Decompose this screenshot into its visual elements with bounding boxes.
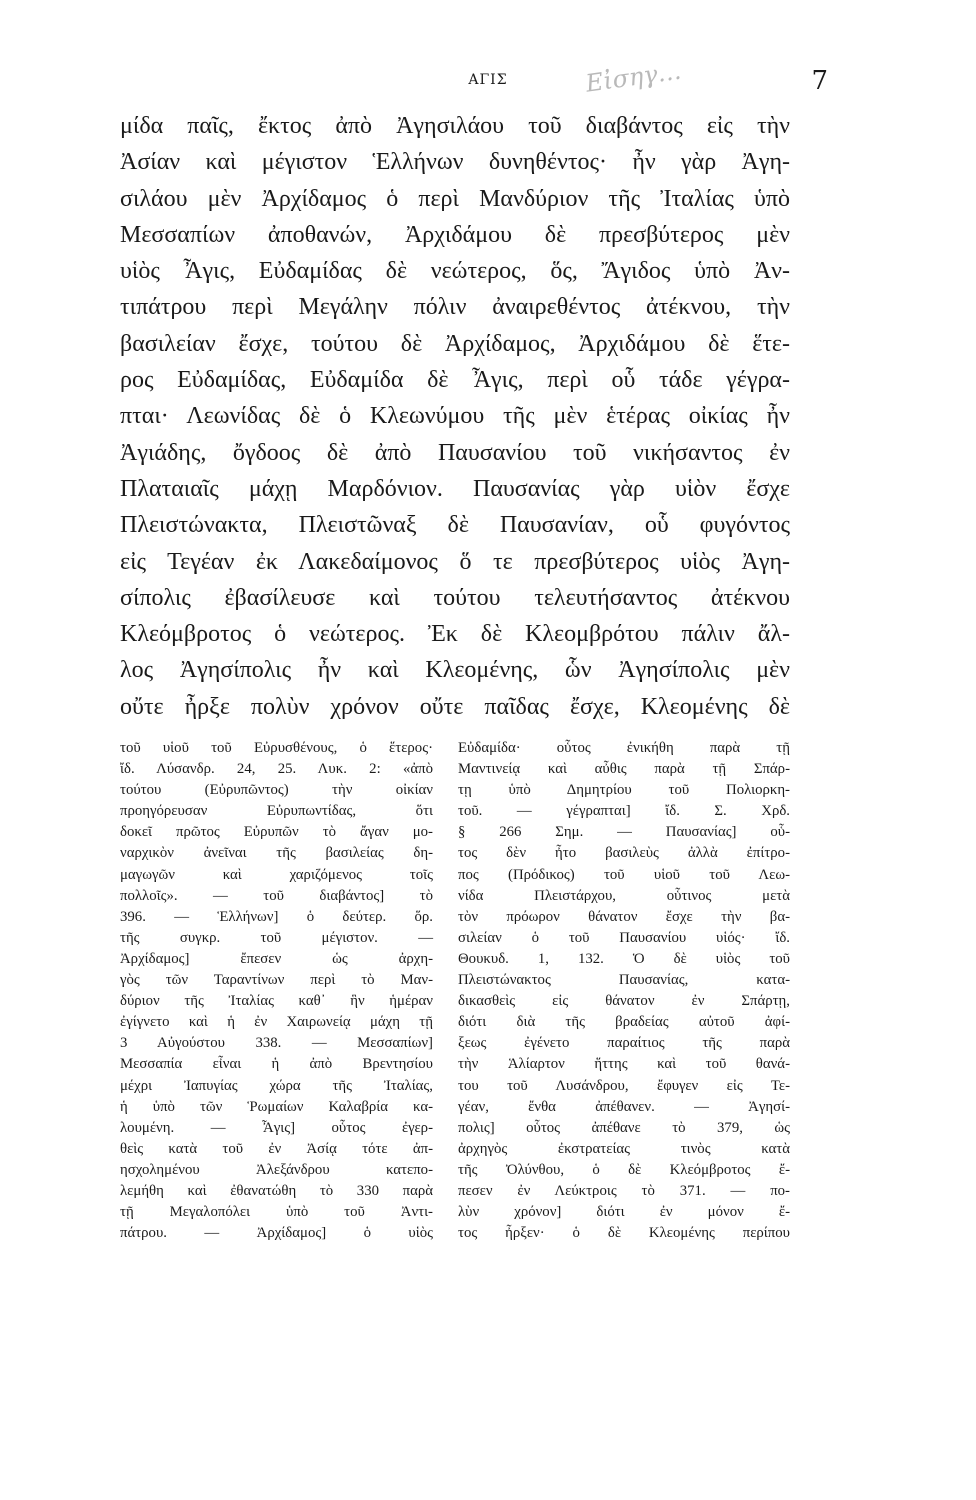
footnote-line: Μεσσαπία εἶναι ἡ ἀπὸ Βρεντησίου <box>120 1056 433 1073</box>
footnote-line: προηγόρευσαν Εὐρυπωντίδας, ὅτι <box>120 803 433 820</box>
footnote-line: ναρχικὸν ἀνεῖναι τῆς βασιλείας δη- <box>120 845 433 862</box>
footnote-line: διότι διὰ τῆς βραδείας αὐτοῦ ἀφί- <box>458 1014 790 1031</box>
footnote-line: ησχολημένου Ἀλεξάνδρου κατεπο- <box>120 1161 433 1178</box>
main-text <box>120 108 790 725</box>
footnote-line: ξεως ἐγένετο παραίτιος τῆς παρὰ <box>458 1035 790 1052</box>
footnote-line: θεὶς κατὰ τοῦ ἐν Ἀσίᾳ τότε ἀπ- <box>120 1140 433 1157</box>
footnote-line: δικασθεὶς εἰς θάνατον ἐν Σπάρτῃ, <box>458 993 790 1010</box>
running-head <box>0 66 976 96</box>
main-text-line: σίπολις ἐβασίλευσε καὶ τούτου τελευτήσαντος ἀτέκνου <box>120 584 790 611</box>
footnote-line: ἴδ. Λύσανδρ. 24, 25. Λυκ. 2: «ἀπὸ <box>120 761 433 778</box>
footnote-line: Πλειστώνακτος Παυσανίας, κατα- <box>458 972 790 989</box>
footnote-line: 396. — Ἑλλήνων] ὁ δεύτερ. ὅρ. <box>120 908 433 925</box>
footnotes-left-column <box>120 738 433 1244</box>
footnote-line: λεμήθη καὶ ἐθανατώθη τὸ 330 παρὰ <box>120 1182 433 1199</box>
handwritten-margin-note: Εἰσηγ… <box>584 56 684 98</box>
footnote-line: τούτου (Εὐρυπῶντος) τὴν οἰκίαν <box>120 782 433 799</box>
footnote-line: τῃ ὑπὸ Δημητρίου τοῦ Πολιορκη- <box>458 782 790 799</box>
main-text-line: Ἀγιάδης, ὄγδοος δὲ ἀπὸ Παυσανίου τοῦ νικήσαντος ἐν <box>120 439 790 466</box>
main-text-line: ρος Εὐδαμίδας, Εὐδαμίδα δὲ Ἆγις, περὶ οὗ τάδε γέγρα- <box>120 367 790 394</box>
footnote-line: λὺν χρόνον] διότι ἐν μόνον ἔ- <box>458 1204 790 1221</box>
footnote-line: σιλείαν ὁ τοῦ Παυσανίου υἱός· ἴδ. <box>458 929 790 946</box>
footnote-line: τος δὲν ἦτο βασιλεὺς ἀλλὰ ἐπίτρο- <box>458 845 790 862</box>
footnote-line: § 266 Σημ. — Παυσανίας] οὗ- <box>458 824 790 841</box>
footnote-line: Εὐδαμίδα· οὗτος ἐνικήθη παρὰ τῇ <box>458 740 790 756</box>
footnote-line: μαγωγῶν καὶ χαριζόμενος τοῖς <box>120 866 433 883</box>
footnote-line: λουμένη. — Ἆγις] οὗτος ἐγερ- <box>120 1119 433 1136</box>
main-text-line: μίδα παῖς, ἔκτος ἀπὸ Ἀγησιλάου τοῦ διαβάντος εἰς τὴν <box>120 113 790 139</box>
footnote-line: τὸν πρόωρον θάνατον ἔσχε τὴν βα- <box>458 908 790 925</box>
main-text-line: Πλαταιαῖς μάχῃ Μαρδόνιον. Παυσανίας γὰρ υἱὸν ἔσχε <box>120 475 790 502</box>
footnote-line: νίδα Πλειστάρχου, οὗτινος μετὰ <box>458 887 790 904</box>
main-text-line: εἰς Τεγέαν ἐκ Λακεδαίμονος ὅ τε πρεσβύτερος υἱὸς Ἀγη- <box>120 548 790 575</box>
footnote-line: πος (Πρόδικος) τοῦ υἱοῦ τοῦ Λεω- <box>458 866 790 883</box>
footnotes-right-column <box>458 738 790 1244</box>
footnote-line: 3 Αὐγούστου 338. — Μεσσαπίων] <box>120 1035 433 1052</box>
footnote-line: δύριον τῆς Ἰταλίας καθ᾽ ἣν ἡμέραν <box>120 993 433 1010</box>
running-title: ΑΓΙΣ <box>468 72 508 88</box>
main-text-line: βασιλείαν ἔσχε, τούτου δὲ Ἀρχίδαμος, Ἀρχιδάμου δὲ ἕτε- <box>120 330 790 357</box>
footnote-line: πεσεν ἐν Λεύκτροις τὸ 371. — πο- <box>458 1182 790 1199</box>
footnote-line: τῆς Ὀλύνθου, ὁ δὲ Κλεόμβροτος ἔ- <box>458 1161 790 1178</box>
footnote-line: Θουκυδ. 1, 132. Ὁ δὲ υἱὸς τοῦ <box>458 950 790 967</box>
main-text-line: υἱὸς Ἆγις, Εὐδαμίδας δὲ νεώτερος, ὅς, Ἄγιδος ὑπὸ Ἀν- <box>120 258 790 285</box>
footnote-line: πολις] οὗτος ἀπέθανε τὸ 379, ὡς <box>458 1119 790 1136</box>
main-text-line: Ἀσίαν καὶ μέγιστον Ἑλλήνων δυνηθέντος· ἦν γὰρ Ἀγη- <box>120 149 790 176</box>
footnote-line: ἐγίγνετο καὶ ἡ ἐν Χαιρωνείᾳ μάχη τῇ <box>120 1014 433 1031</box>
footnote-line: ἀρχηγὸς ἐκστρατείας τινὸς κατὰ <box>458 1140 790 1157</box>
footnote-line: πολλοῖς». — τοῦ διαβάντος] τὸ <box>120 887 433 904</box>
main-text-line: λος Ἀγησίπολις ἦν καὶ Κλεομένης, ὧν Ἀγησίπολις μὲν <box>120 657 790 684</box>
footnote-line: τῆς συγκρ. τοῦ μέγιστον. — <box>120 929 433 946</box>
footnote-line: τὴν Ἁλίαρτον ἥττης καὶ τοῦ θανά- <box>458 1056 790 1073</box>
footnote-line: τοῦ. — γέγραπται] ἴδ. Σ. Χρδ. <box>458 803 790 820</box>
footnote-line: δοκεῖ πρῶτος Εὐρυπῶν τὸ ἄγαν μο- <box>120 824 433 841</box>
main-text-line: Πλειστώνακτα, Πλειστῶναξ δὲ Παυσανίαν, οὗ φυγόντος <box>120 512 790 539</box>
footnote-line: του τοῦ Λυσάνδρου, ἔφυγεν εἰς Τε- <box>458 1077 790 1094</box>
main-text-line: Μεσσαπίων ἀποθανών, Ἀρχιδάμου δὲ πρεσβύτερος μὲν <box>120 221 790 248</box>
main-text-line: οὔτε ἦρξε πολὺν χρόνον οὔτε παῖδας ἔσχε, Κλεομένης δὲ <box>120 693 790 720</box>
main-text-line: Κλεόμβροτος ὁ νεώτερος. Ἐκ δὲ Κλεομβρότου πάλιν ἄλ- <box>120 621 790 648</box>
footnote-line: Ἀρχίδαμος] ἔπεσεν ὡς ἀρχη- <box>120 950 433 967</box>
footnote-line: Μαντινείᾳ καὶ αὖθις παρὰ τῇ Σπάρ- <box>458 761 790 778</box>
footnote-line: μέχρι Ἰαπυγίας χώρα τῆς Ἰταλίας, <box>120 1077 433 1094</box>
footnote-line: ἡ ὑπὸ τῶν Ῥωμαίων Καλαβρία κα- <box>120 1098 433 1115</box>
footnote-line: πάτρου. — Ἀρχίδαμος] ὁ υἱὸς <box>120 1225 433 1242</box>
page-number: 7 <box>811 66 828 96</box>
footnote-line: τοῦ υἱοῦ τοῦ Εὐρυσθένους, ὁ ἕτερος· <box>120 740 433 756</box>
footnote-line: γέαν, ἔνθα ἀπέθανεν. — Ἀγησί- <box>458 1098 790 1115</box>
footnote-line: γὸς τῶν Ταραντίνων περὶ τὸ Μαν- <box>120 972 433 989</box>
footnote-line: τῇ Μεγαλοπόλει ὑπὸ τοῦ Ἀντι- <box>120 1204 433 1221</box>
main-text-line: σιλάου μὲν Ἀρχίδαμος ὁ περὶ Μανδύριον τῆς Ἰταλίας ὑπὸ <box>120 185 790 212</box>
main-text-line: πται· Λεωνίδας δὲ ὁ Κλεωνύμου τῆς μὲν ἑτέρας οἰκίας ἦν <box>120 403 790 430</box>
footnote-line: τος ἦρξεν· ὁ δὲ Κλεομένης περίπου <box>458 1225 790 1242</box>
main-text-line: τιπάτρου περὶ Μεγάλην πόλιν ἀναιρεθέντος ἀτέκνου, τὴν <box>120 294 790 321</box>
